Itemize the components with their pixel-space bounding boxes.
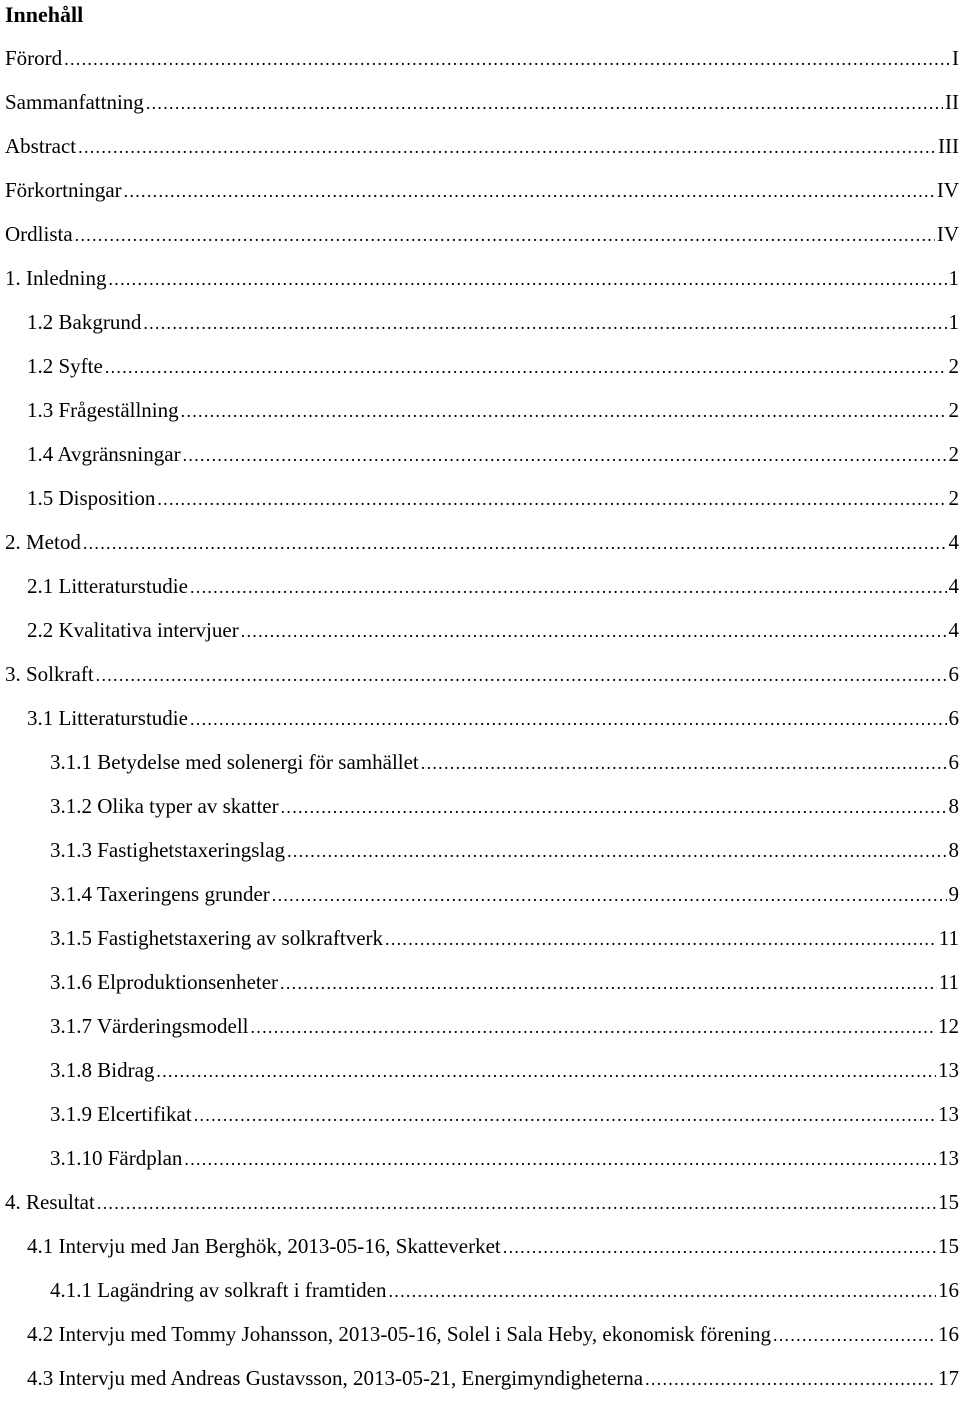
toc-entry[interactable] <box>0 168 960 212</box>
toc-entry-label: Ordlista <box>5 222 73 246</box>
toc-list <box>0 36 960 1400</box>
toc-entry-page-number: 17 <box>938 1366 959 1390</box>
toc-dot-leader <box>78 125 936 169</box>
toc-dot-leader <box>184 1137 936 1181</box>
toc-dot-leader <box>181 389 947 433</box>
toc-entry-page-number: 4 <box>948 530 959 554</box>
toc-dot-leader <box>645 1357 936 1401</box>
toc-dot-leader <box>241 609 947 653</box>
toc-entry-page-number: 15 <box>938 1234 959 1258</box>
toc-dot-leader <box>190 697 947 741</box>
toc-entry-page-number: 12 <box>938 1014 959 1038</box>
toc-entry[interactable] <box>0 476 960 520</box>
toc-entry-page-number: 6 <box>948 750 959 774</box>
toc-entry[interactable] <box>0 916 960 960</box>
toc-entry-page-number: 6 <box>948 706 959 730</box>
toc-entry-page-number: I <box>952 46 959 70</box>
toc-entry[interactable] <box>0 828 960 872</box>
toc-entry-label: 3.1.5 Fastighetstaxering av solkraftverk <box>50 926 384 950</box>
toc-dot-leader <box>146 81 943 125</box>
toc-entry-label: 4.1.1 Lagändring av solkraft i framtiden <box>50 1278 387 1302</box>
toc-entry-label: Förkortningar <box>5 178 122 202</box>
toc-entry-label: 3.1.7 Värderingsmodell <box>50 1014 249 1038</box>
toc-entry-page-number: 4 <box>948 574 959 598</box>
toc-dot-leader <box>503 1225 936 1269</box>
toc-dot-leader <box>97 1181 936 1225</box>
toc-entry[interactable] <box>0 1048 960 1092</box>
toc-entry-label: 3.1.10 Färdplan <box>50 1146 183 1170</box>
toc-dot-leader <box>194 1093 936 1137</box>
toc-entry-page-number: 16 <box>938 1278 959 1302</box>
toc-dot-leader <box>96 653 947 697</box>
toc-entry[interactable] <box>0 564 960 608</box>
toc-dot-leader <box>251 1005 937 1049</box>
toc-dot-leader <box>143 301 946 345</box>
toc-entry-label: 3.1.3 Fastighetstaxeringslag <box>50 838 286 862</box>
toc-dot-leader <box>421 741 947 785</box>
toc-entry[interactable] <box>0 36 960 80</box>
toc-entry[interactable] <box>0 520 960 564</box>
toc-heading: Innehåll <box>5 2 84 27</box>
toc-dot-leader <box>280 961 937 1005</box>
toc-entry-label: 1. Inledning <box>5 266 107 290</box>
toc-entry[interactable] <box>0 256 960 300</box>
toc-entry-page-number: 4 <box>948 618 959 642</box>
toc-entry-label: 3.1.8 Bidrag <box>50 1058 155 1082</box>
toc-entry-label: 4.1 Intervju med Jan Berghök, 2013-05-16, Skatteverket <box>27 1234 501 1258</box>
toc-dot-leader <box>157 477 946 521</box>
toc-entry[interactable] <box>0 872 960 916</box>
toc-entry[interactable] <box>0 300 960 344</box>
toc-entry-page-number: III <box>938 134 959 158</box>
toc-entry-label: 3.1.2 Olika typer av skatter <box>50 794 279 818</box>
toc-entry[interactable] <box>0 608 960 652</box>
toc-entry-page-number: IV <box>936 178 959 202</box>
toc-entry[interactable] <box>0 1004 960 1048</box>
toc-dot-leader <box>272 873 947 917</box>
toc-entry[interactable] <box>0 124 960 168</box>
toc-dot-leader <box>124 169 935 213</box>
toc-entry[interactable] <box>0 696 960 740</box>
toc-entry-page-number: 16 <box>938 1322 959 1346</box>
toc-entry-page-number: 13 <box>938 1102 959 1126</box>
toc-entry-page-number: 13 <box>938 1146 959 1170</box>
toc-entry[interactable] <box>0 1224 960 1268</box>
toc-entry-page-number: 9 <box>948 882 959 906</box>
toc-entry-label: 3.1.1 Betydelse med solenergi för samhället <box>50 750 419 774</box>
toc-entry[interactable] <box>0 1136 960 1180</box>
toc-entry-label: 3.1.4 Taxeringens grunder <box>50 882 270 906</box>
toc-dot-leader <box>183 433 947 477</box>
toc-entry-label: 1.5 Disposition <box>27 486 156 510</box>
toc-dot-leader <box>64 37 950 81</box>
toc-entry-page-number: 11 <box>938 926 959 950</box>
toc-entry[interactable] <box>0 960 960 1004</box>
toc-entry-page-number: 2 <box>948 442 959 466</box>
toc-entry-label: 1.4 Avgränsningar <box>27 442 181 466</box>
toc-entry-label: 2.2 Kvalitativa intervjuer <box>27 618 239 642</box>
toc-dot-leader <box>287 829 946 873</box>
toc-entry-label: Sammanfattning <box>5 90 144 114</box>
toc-entry-page-number: 2 <box>948 486 959 510</box>
toc-dot-leader <box>190 565 947 609</box>
toc-dot-leader <box>281 785 947 829</box>
toc-entry-label: Förord <box>5 46 63 70</box>
toc-entry-label: 1.3 Frågeställning <box>27 398 179 422</box>
toc-entry[interactable] <box>0 784 960 828</box>
toc-entry-page-number: 11 <box>938 970 959 994</box>
toc-entry[interactable] <box>0 1312 960 1356</box>
toc-dot-leader <box>156 1049 936 1093</box>
toc-entry[interactable] <box>0 1268 960 1312</box>
toc-dot-leader <box>388 1269 936 1313</box>
toc-entry-label: 3.1.6 Elproduktionsenheter <box>50 970 279 994</box>
toc-entry-label: 3. Solkraft <box>5 662 94 686</box>
toc-entry-page-number: 1 <box>948 266 959 290</box>
toc-entry-label: 3.1.9 Elcertifikat <box>50 1102 192 1126</box>
toc-entry-page-number: IV <box>936 222 959 246</box>
toc-entry[interactable] <box>0 80 960 124</box>
toc-entry-label: Abstract <box>5 134 77 158</box>
toc-entry[interactable] <box>0 388 960 432</box>
toc-entry[interactable] <box>0 652 960 696</box>
toc-dot-leader <box>385 917 937 961</box>
toc-entry[interactable] <box>0 212 960 256</box>
toc-entry[interactable] <box>0 432 960 476</box>
toc-entry-label: 4. Resultat <box>5 1190 95 1214</box>
toc-entry[interactable] <box>0 1356 960 1400</box>
toc-entry-page-number: 6 <box>948 662 959 686</box>
toc-entry-page-number: 13 <box>938 1058 959 1082</box>
toc-entry-page-number: 8 <box>948 794 959 818</box>
toc-entry-label: 4.3 Intervju med Andreas Gustavsson, 2013-05-21, Energimyndigheterna <box>27 1366 644 1390</box>
toc-entry-label: 2. Metod <box>5 530 81 554</box>
toc-entry-page-number: 8 <box>948 838 959 862</box>
toc-entry-label: 4.2 Intervju med Tommy Johansson, 2013-05-16, Solel i Sala Heby, ekonomisk förening <box>27 1322 771 1346</box>
toc-entry-page-number: II <box>945 90 959 114</box>
toc-entry-page-number: 2 <box>948 398 959 422</box>
toc-entry[interactable] <box>0 740 960 784</box>
toc-dot-leader <box>108 257 946 301</box>
toc-dot-leader <box>773 1313 936 1357</box>
toc-entry[interactable] <box>0 1092 960 1136</box>
toc-entry[interactable] <box>0 1180 960 1224</box>
toc-entry-label: 1.2 Bakgrund <box>27 310 142 334</box>
toc-entry-page-number: 15 <box>938 1190 959 1214</box>
toc-dot-leader <box>105 345 947 389</box>
toc-dot-leader <box>83 521 947 565</box>
toc-entry-label: 1.2 Syfte <box>27 354 103 378</box>
toc-entry-label: 3.1 Litteraturstudie <box>27 706 188 730</box>
toc-entry-page-number: 1 <box>948 310 959 334</box>
toc-entry-label: 2.1 Litteraturstudie <box>27 574 188 598</box>
toc-entry-page-number: 2 <box>948 354 959 378</box>
toc-dot-leader <box>75 213 935 257</box>
toc-entry[interactable] <box>0 344 960 388</box>
